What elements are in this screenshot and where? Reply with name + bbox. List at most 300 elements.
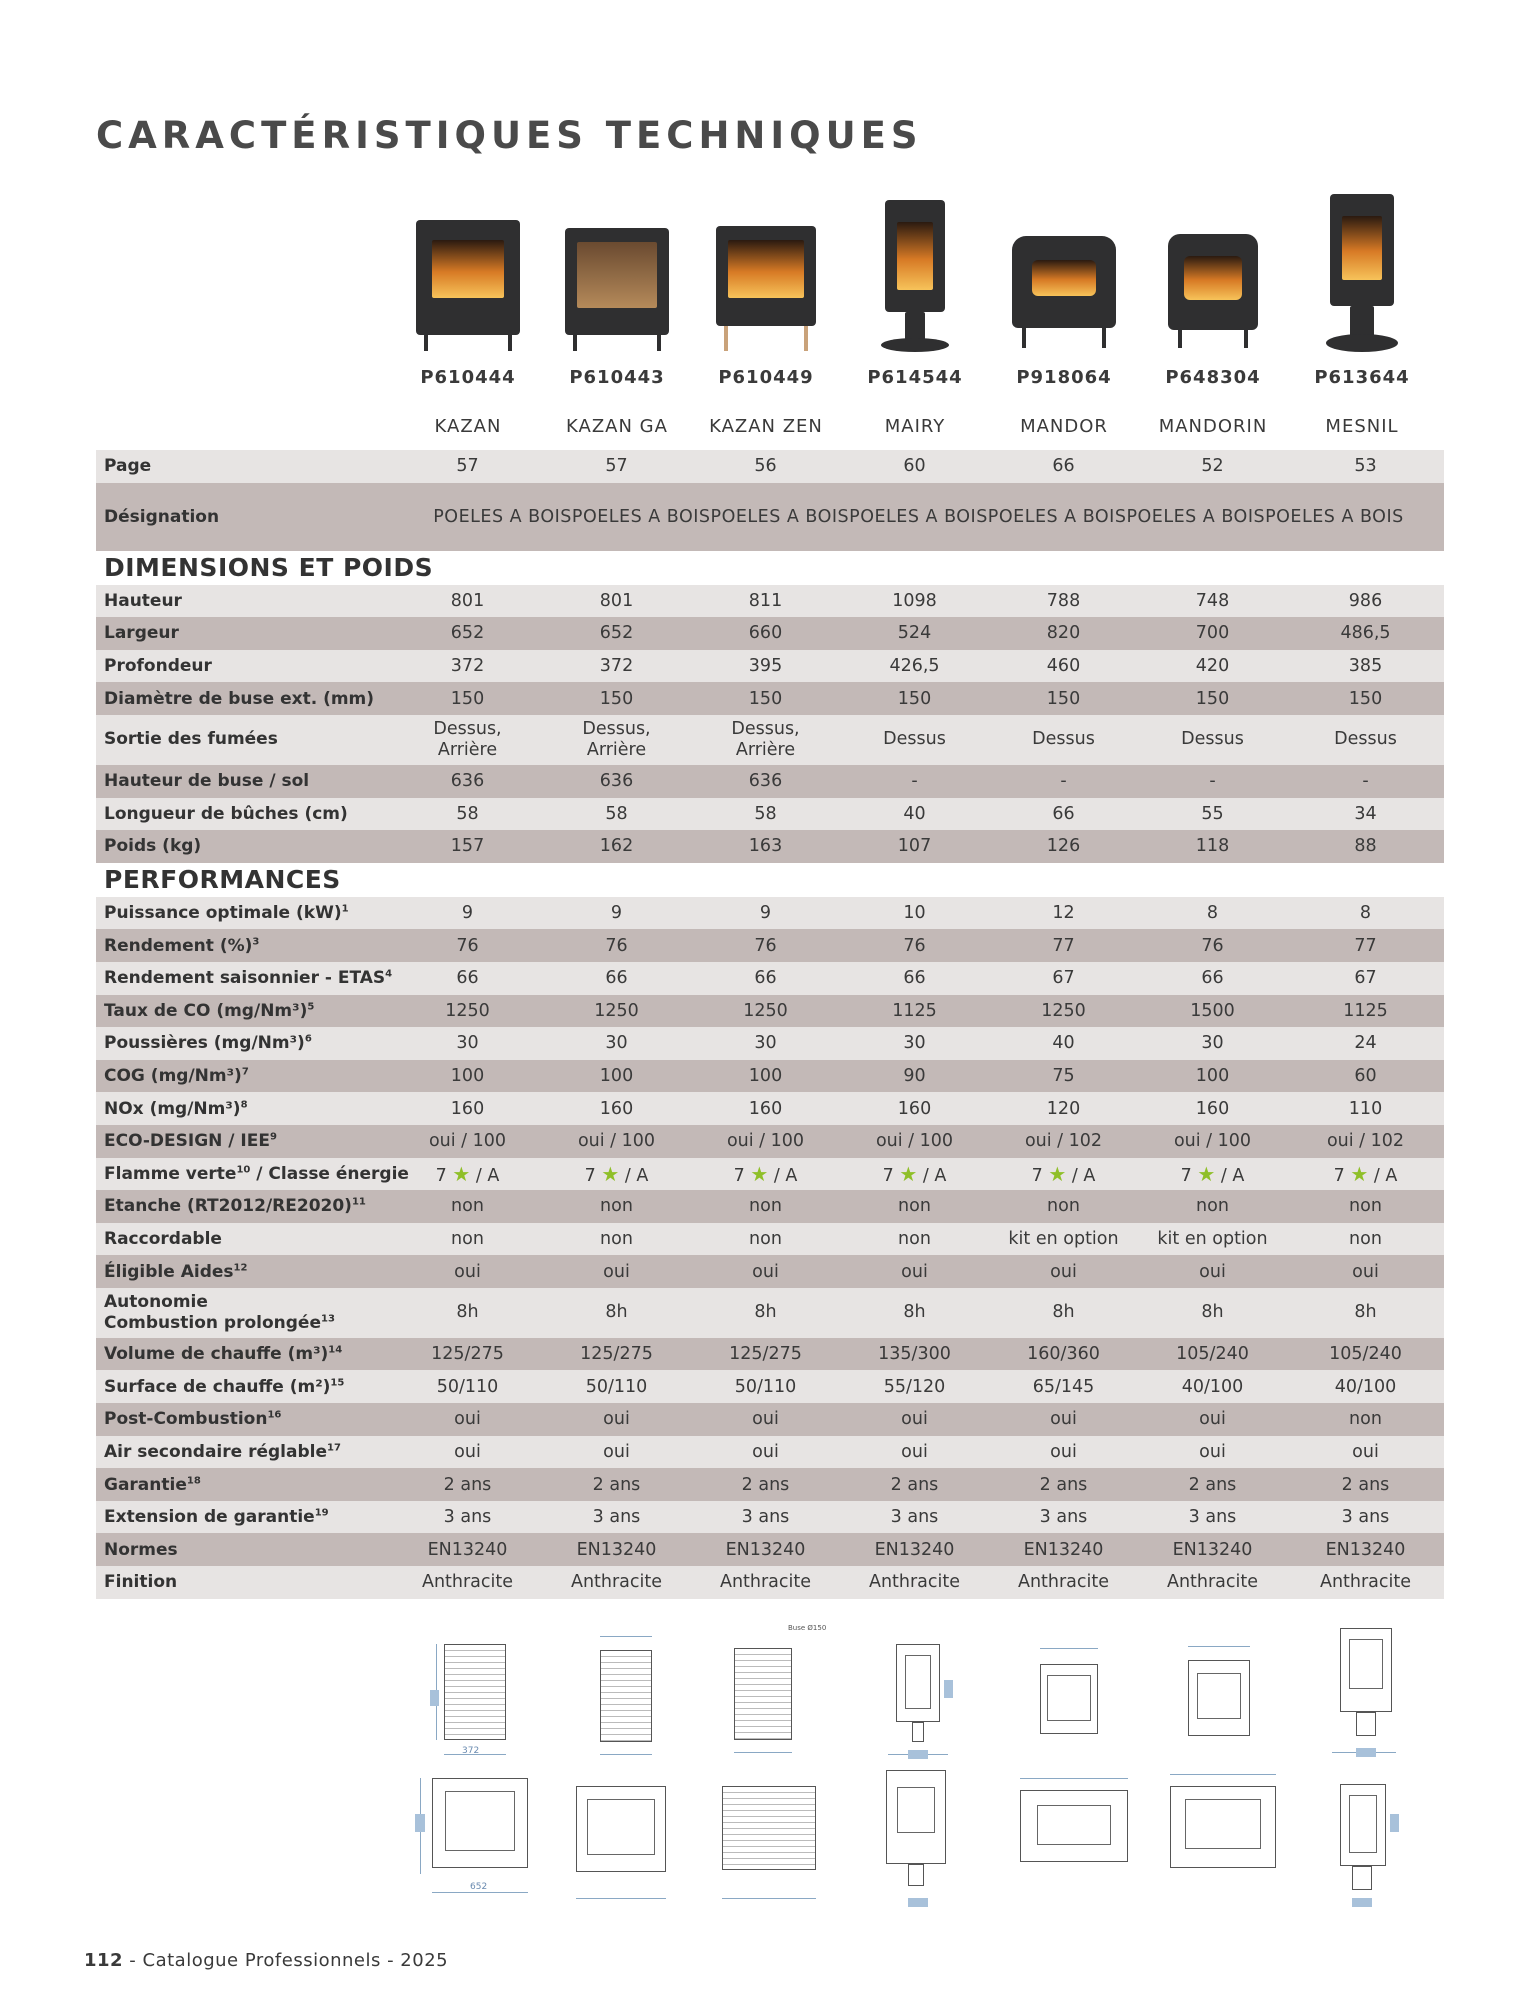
spec-row — [96, 962, 1444, 995]
row-label: Taux de CO $(mg/Nm^3)^5$ — [96, 995, 393, 1028]
footnote-ref: 18 — [186, 1474, 201, 1486]
value-cell: Anthracite — [989, 1566, 1138, 1599]
value-cell: oui / 100 — [1138, 1125, 1287, 1158]
value-cell: 77 — [1287, 929, 1444, 962]
value-cell: 7 ★ / A — [1287, 1158, 1444, 1191]
footnote-ref: 9 — [269, 1131, 277, 1143]
value-cell: 76 — [542, 929, 691, 962]
star-icon: ★ — [1048, 1161, 1067, 1186]
value-cell: 160 — [393, 1092, 542, 1125]
page-title: CARACTÉRISTIQUES TECHNIQUES — [96, 114, 923, 157]
value-cell: oui — [1287, 1436, 1444, 1469]
value-cell: 88 — [1287, 830, 1444, 863]
spec-row — [96, 1370, 1444, 1403]
value-cell: 50/110 — [542, 1370, 691, 1403]
value-cell: 8h — [691, 1288, 840, 1338]
product-name: KAZAN — [434, 416, 502, 437]
value-cell: 150 — [542, 682, 691, 715]
row-label: Surface de chauffe $(m^2)^{15}$ — [96, 1370, 393, 1403]
value-cell: 135/300 — [840, 1338, 989, 1371]
spec-row — [96, 585, 1444, 618]
value-cell: 50/110 — [393, 1370, 542, 1403]
drawing-side-kazan — [436, 1630, 516, 1760]
value-cell: 100 — [542, 1060, 691, 1093]
value-cell: non — [840, 1223, 989, 1256]
value-cell: 3 ans — [1287, 1501, 1444, 1534]
value-cell: 7 ★ / A — [989, 1158, 1138, 1191]
stove-image-mesnil — [1322, 190, 1402, 355]
value-cell: 66 — [691, 962, 840, 995]
value-cell: 65/145 — [989, 1370, 1138, 1403]
spec-row — [96, 1125, 1444, 1158]
product-ref: P610449 — [718, 367, 814, 388]
value-cell: non — [1287, 1223, 1444, 1256]
value-cell: EN13240 — [989, 1533, 1138, 1566]
value-cell: 2 ans — [840, 1468, 989, 1501]
value-cell: 66 — [989, 798, 1138, 831]
value-cell: 162 — [542, 830, 691, 863]
value-cell: 9 — [542, 897, 691, 930]
value-cell: 30 — [393, 1027, 542, 1060]
row-label: Garantie$^{18}$ — [96, 1468, 393, 1501]
value-cell: 8 — [1287, 897, 1444, 930]
footnote-ref: 4 — [385, 968, 393, 980]
product-col-mandor — [989, 190, 1139, 437]
value-cell: oui — [691, 1403, 840, 1436]
value-cell: 100 — [691, 1060, 840, 1093]
value-cell: oui — [989, 1436, 1138, 1469]
designation-row — [96, 483, 1444, 551]
value-cell: 66 — [1138, 962, 1287, 995]
value-cell: 3 ans — [691, 1501, 840, 1534]
spec-row — [96, 450, 1444, 483]
value-cell: 150 — [691, 682, 840, 715]
value-cell: oui — [691, 1255, 840, 1288]
drawing-front-kazan-zen — [708, 1770, 832, 1906]
value-cell: 34 — [1287, 798, 1444, 831]
footnote-ref: 16 — [267, 1409, 282, 1421]
row-label: Post-Combustion$^{16}$ — [96, 1403, 393, 1436]
value-cell: 67 — [1287, 962, 1444, 995]
value-cell: 120 — [989, 1092, 1138, 1125]
spec-table — [96, 450, 1444, 1599]
row-label: Flamme verte$^{10}$ / Classe énergie — [96, 1158, 393, 1191]
value-cell: 77 — [989, 929, 1138, 962]
row-label: Air secondaire réglable$^{17}$ — [96, 1436, 393, 1469]
row-label: Largeur — [96, 617, 393, 650]
value-cell: 1125 — [1287, 995, 1444, 1028]
value-cell: 986 — [1287, 585, 1444, 618]
spec-row — [96, 1190, 1444, 1223]
dim-label: 372 — [462, 1746, 480, 1756]
value-cell: 788 — [989, 585, 1138, 618]
value-cell: - — [989, 765, 1138, 798]
value-cell: 66 — [393, 962, 542, 995]
footnote-ref: 6 — [304, 1033, 312, 1045]
value-cell: Dessus — [989, 715, 1138, 765]
value-cell: Anthracite — [691, 1566, 840, 1599]
footnote-ref: 5 — [307, 1001, 315, 1013]
value-cell: 372 — [393, 650, 542, 683]
star-icon: ★ — [1350, 1161, 1369, 1186]
row-label: Autonomie Combustion prolongée$^{13}$ — [96, 1288, 393, 1338]
value-cell: 1250 — [542, 995, 691, 1028]
value-cell: 125/275 — [393, 1338, 542, 1371]
value-cell: EN13240 — [542, 1533, 691, 1566]
value-cell: 9 — [691, 897, 840, 930]
spec-row — [96, 1255, 1444, 1288]
section-title: PERFORMANCES — [96, 863, 1444, 897]
row-label: NOx $(mg/Nm^3)^8$ — [96, 1092, 393, 1125]
value-cell: 801 — [542, 585, 691, 618]
spec-row — [96, 1060, 1444, 1093]
value-cell: 110 — [1287, 1092, 1444, 1125]
value-cell: 30 — [542, 1027, 691, 1060]
value-cell: non — [393, 1190, 542, 1223]
value-cell: 163 — [691, 830, 840, 863]
spec-row-fumes — [96, 715, 1444, 765]
value-cell: oui / 100 — [840, 1125, 989, 1158]
value-cell: EN13240 — [393, 1533, 542, 1566]
value-cell: 160/360 — [989, 1338, 1138, 1371]
star-icon: ★ — [601, 1161, 620, 1186]
row-label: Désignation — [96, 483, 393, 551]
product-name: MESNIL — [1325, 416, 1399, 437]
product-col-mairy — [840, 190, 990, 437]
value-cell: kit en option — [1138, 1223, 1287, 1256]
row-label: Hauteur de buse / sol — [96, 765, 393, 798]
spec-row — [96, 1027, 1444, 1060]
value-cell: 66 — [989, 450, 1138, 483]
product-header — [96, 190, 1446, 437]
spec-row-autonomie — [96, 1288, 1444, 1338]
product-col-mandorin — [1138, 190, 1288, 437]
technical-drawings — [96, 1620, 1446, 1910]
row-label: Sortie des fumées — [96, 715, 393, 765]
value-cell: non — [989, 1190, 1138, 1223]
value-cell: oui — [691, 1436, 840, 1469]
product-col-kazan-zen — [691, 190, 841, 437]
value-cell: 160 — [691, 1092, 840, 1125]
value-cell: Anthracite — [542, 1566, 691, 1599]
drawing-front-mandor — [1012, 1770, 1136, 1900]
value-cell: 2 ans — [542, 1468, 691, 1501]
value-cell: 8h — [1287, 1288, 1444, 1338]
row-label: Longueur de bûches (cm) — [96, 798, 393, 831]
spec-row — [96, 1501, 1444, 1534]
value-cell: 1250 — [691, 995, 840, 1028]
value-cell: 150 — [393, 682, 542, 715]
value-cell: 57 — [542, 450, 691, 483]
value-cell: 460 — [989, 650, 1138, 683]
section-title: DIMENSIONS ET POIDS — [96, 551, 1444, 585]
dim-label: 652 — [470, 1882, 488, 1892]
spec-row — [96, 765, 1444, 798]
value-cell: oui — [840, 1436, 989, 1469]
value-cell: 2 ans — [1287, 1468, 1444, 1501]
drawing-side-mandor — [1030, 1640, 1110, 1760]
row-label: Finition — [96, 1566, 393, 1599]
spec-row — [96, 1533, 1444, 1566]
value-cell: 420 — [1138, 650, 1287, 683]
value-cell: oui — [393, 1403, 542, 1436]
value-cell: 76 — [840, 929, 989, 962]
value-cell: 55 — [1138, 798, 1287, 831]
value-cell: oui / 100 — [542, 1125, 691, 1158]
value-cell: 58 — [393, 798, 542, 831]
product-ref: P613644 — [1314, 367, 1410, 388]
spec-row-flamme — [96, 1158, 1444, 1191]
value-cell: 1250 — [989, 995, 1138, 1028]
spec-row — [96, 995, 1444, 1028]
spec-row — [96, 1566, 1444, 1599]
spec-row — [96, 1223, 1444, 1256]
product-ref: P614544 — [867, 367, 963, 388]
footnote-ref: 19 — [314, 1507, 329, 1519]
value-cell: 107 — [840, 830, 989, 863]
drawing-front-kazan-ga — [562, 1770, 682, 1906]
page-footer — [84, 1950, 448, 1971]
spec-row — [96, 617, 1444, 650]
value-cell: 1098 — [840, 585, 989, 618]
product-col-kazan — [393, 190, 543, 437]
value-cell: 811 — [691, 585, 840, 618]
value-cell: 67 — [989, 962, 1138, 995]
value-cell: 7 ★ / A — [691, 1158, 840, 1191]
value-cell: oui — [840, 1403, 989, 1436]
value-cell: oui — [989, 1255, 1138, 1288]
star-icon: ★ — [452, 1161, 471, 1186]
value-cell: 1125 — [840, 995, 989, 1028]
value-cell: 40/100 — [1287, 1370, 1444, 1403]
value-cell: 60 — [840, 450, 989, 483]
spec-row — [96, 929, 1444, 962]
value-cell: 10 — [840, 897, 989, 930]
stove-image-kazan-ga — [561, 190, 673, 355]
value-cell: 160 — [840, 1092, 989, 1125]
value-cell: oui / 100 — [691, 1125, 840, 1158]
value-cell: 395 — [691, 650, 840, 683]
row-label: Extension de garantie$^{19}$ — [96, 1501, 393, 1534]
spec-row — [96, 1092, 1444, 1125]
value-cell: 100 — [393, 1060, 542, 1093]
value-cell: oui — [1138, 1436, 1287, 1469]
value-cell: 125/275 — [542, 1338, 691, 1371]
value-cell: 372 — [542, 650, 691, 683]
value-cell: oui — [1287, 1255, 1444, 1288]
footnote-ref: 7 — [241, 1066, 249, 1078]
value-cell: 652 — [393, 617, 542, 650]
value-cell: 30 — [1138, 1027, 1287, 1060]
row-label: Poids (kg) — [96, 830, 393, 863]
value-cell: oui — [1138, 1255, 1287, 1288]
value-cell: 160 — [1138, 1092, 1287, 1125]
value-cell: 3 ans — [542, 1501, 691, 1534]
value-cell: - — [1287, 765, 1444, 798]
footnote-ref: 15 — [330, 1377, 345, 1389]
footnote-ref: 13 — [320, 1313, 335, 1325]
footnote-ref: 17 — [327, 1442, 341, 1454]
value-cell: non — [542, 1223, 691, 1256]
row-label: Raccordable — [96, 1223, 393, 1256]
value-cell: 426,5 — [840, 650, 989, 683]
designation-text: POELES A BOISPOELES A BOISPOELES A BOISPOELES A BOISPOELES A BOISPOELES A BOISPOELES A BOIS — [393, 483, 1444, 551]
value-cell: 40 — [840, 798, 989, 831]
value-cell: 8h — [393, 1288, 542, 1338]
product-name: MAIRY — [884, 416, 946, 437]
footnote-ref: 14 — [328, 1344, 343, 1356]
value-cell: oui — [542, 1255, 691, 1288]
value-cell: oui — [393, 1255, 542, 1288]
footnote-ref: 10 — [236, 1164, 251, 1176]
drawing-side-mesnil — [1326, 1620, 1406, 1760]
value-cell: 385 — [1287, 650, 1444, 683]
value-cell: kit en option — [989, 1223, 1138, 1256]
row-label: Page — [96, 450, 393, 483]
spec-row — [96, 830, 1444, 863]
footnote-ref: 12 — [233, 1261, 248, 1273]
spec-row — [96, 650, 1444, 683]
value-cell: 7 ★ / A — [840, 1158, 989, 1191]
value-cell: 30 — [691, 1027, 840, 1060]
value-cell: - — [840, 765, 989, 798]
value-cell: 3 ans — [840, 1501, 989, 1534]
product-ref: P610444 — [420, 367, 516, 388]
value-cell: 52 — [1138, 450, 1287, 483]
value-cell: 100 — [1138, 1060, 1287, 1093]
value-cell: 8h — [1138, 1288, 1287, 1338]
value-cell: Dessus — [840, 715, 989, 765]
stove-image-mandor — [1010, 190, 1118, 355]
stove-image-mairy — [877, 190, 953, 355]
value-cell: Anthracite — [393, 1566, 542, 1599]
value-cell: 24 — [1287, 1027, 1444, 1060]
footnote-ref: 3 — [252, 935, 260, 947]
value-cell: 76 — [1138, 929, 1287, 962]
drawing-side-mandorin — [1180, 1640, 1260, 1760]
value-cell: 150 — [840, 682, 989, 715]
row-label: Etanche $(RT2012/RE2020)^{11}$ — [96, 1190, 393, 1223]
value-cell: 56 — [691, 450, 840, 483]
value-cell: Dessus, Arrière — [393, 715, 542, 765]
value-cell: oui / 102 — [989, 1125, 1138, 1158]
product-name: MANDOR — [1020, 416, 1108, 437]
value-cell: 636 — [542, 765, 691, 798]
value-cell: 57 — [393, 450, 542, 483]
value-cell: 8h — [989, 1288, 1138, 1338]
drawing-front-mairy — [874, 1766, 964, 1906]
value-cell: 76 — [691, 929, 840, 962]
star-icon: ★ — [1197, 1161, 1216, 1186]
product-name: MANDORIN — [1158, 416, 1268, 437]
value-cell: 1500 — [1138, 995, 1287, 1028]
value-cell: 660 — [691, 617, 840, 650]
value-cell: 652 — [542, 617, 691, 650]
product-ref: P610443 — [569, 367, 665, 388]
value-cell: 748 — [1138, 585, 1287, 618]
page-number: 112 — [84, 1950, 124, 1971]
value-cell: non — [542, 1190, 691, 1223]
product-col-mesnil — [1287, 190, 1437, 437]
value-cell: 58 — [542, 798, 691, 831]
footnote-ref: 8 — [240, 1098, 248, 1110]
row-label: Volume de chauffe $(m^3)^{14}$ — [96, 1338, 393, 1371]
drawing-front-mesnil — [1324, 1770, 1414, 1906]
drawing-front-kazan — [412, 1770, 542, 1906]
value-cell: 820 — [989, 617, 1138, 650]
value-cell: 160 — [542, 1092, 691, 1125]
drawing-side-kazan-zen — [724, 1620, 844, 1760]
value-cell: 2 ans — [393, 1468, 542, 1501]
value-cell: Dessus, Arrière — [542, 715, 691, 765]
value-cell: 1250 — [393, 995, 542, 1028]
value-cell: 150 — [1138, 682, 1287, 715]
value-cell: non — [1287, 1190, 1444, 1223]
value-cell: 2 ans — [989, 1468, 1138, 1501]
row-label: Hauteur — [96, 585, 393, 618]
star-icon: ★ — [899, 1161, 918, 1186]
value-cell: 90 — [840, 1060, 989, 1093]
value-cell: oui — [989, 1403, 1138, 1436]
value-cell: non — [393, 1223, 542, 1256]
value-cell: oui — [542, 1436, 691, 1469]
value-cell: 8h — [542, 1288, 691, 1338]
product-name: KAZAN ZEN — [709, 416, 823, 437]
value-cell: EN13240 — [1287, 1533, 1444, 1566]
drawing-front-mandorin — [1162, 1770, 1286, 1900]
value-cell: 53 — [1287, 450, 1444, 483]
value-cell: 75 — [989, 1060, 1138, 1093]
value-cell: EN13240 — [1138, 1533, 1287, 1566]
value-cell: non — [1287, 1403, 1444, 1436]
product-ref: P918064 — [1016, 367, 1112, 388]
value-cell: 801 — [393, 585, 542, 618]
value-cell: 118 — [1138, 830, 1287, 863]
value-cell: 9 — [393, 897, 542, 930]
value-cell: EN13240 — [840, 1533, 989, 1566]
spec-row — [96, 682, 1444, 715]
value-cell: oui / 102 — [1287, 1125, 1444, 1158]
row-label: Normes — [96, 1533, 393, 1566]
value-cell: 700 — [1138, 617, 1287, 650]
spec-row — [96, 1436, 1444, 1469]
footnote-ref: 11 — [351, 1196, 366, 1208]
row-label: COG $(mg/Nm^3)^7$ — [96, 1060, 393, 1093]
spec-row — [96, 798, 1444, 831]
value-cell: 157 — [393, 830, 542, 863]
value-cell: 8 — [1138, 897, 1287, 930]
value-cell: 7 ★ / A — [542, 1158, 691, 1191]
drawing-side-mairy — [882, 1630, 962, 1760]
value-cell: 66 — [542, 962, 691, 995]
value-cell: oui — [840, 1255, 989, 1288]
value-cell: EN13240 — [691, 1533, 840, 1566]
value-cell: 105/240 — [1138, 1338, 1287, 1371]
value-cell: oui — [1138, 1403, 1287, 1436]
value-cell: 8h — [840, 1288, 989, 1338]
drawing-side-kazan-ga — [586, 1630, 666, 1760]
value-cell: Dessus — [1138, 715, 1287, 765]
value-cell: 105/240 — [1287, 1338, 1444, 1371]
value-cell: Anthracite — [1287, 1566, 1444, 1599]
value-cell: Dessus — [1287, 715, 1444, 765]
value-cell: 2 ans — [1138, 1468, 1287, 1501]
value-cell: 125/275 — [691, 1338, 840, 1371]
stove-image-mandorin — [1166, 190, 1260, 355]
value-cell: non — [1138, 1190, 1287, 1223]
footer-text: - Catalogue Professionnels - 2025 — [123, 1950, 449, 1971]
dim-label: Buse Ø150 — [788, 1624, 827, 1632]
